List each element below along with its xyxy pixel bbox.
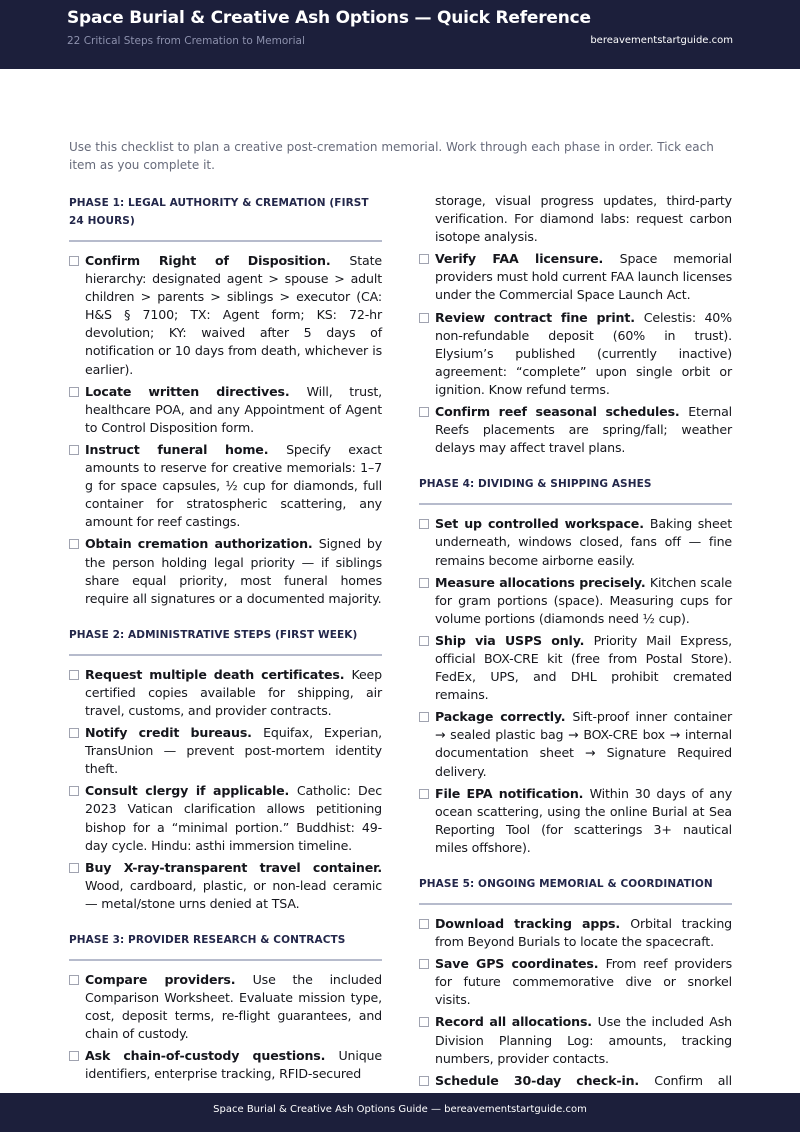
checklist-item[interactable] xyxy=(419,632,732,704)
checklist-item[interactable] xyxy=(419,1013,732,1067)
item-text: Catholic: Dec 2023 Vatican clarification allows petitioning bishop for a “minimal portion.” Buddhist: 49-day cycle. Hindu: asthi immersion timeline. xyxy=(85,783,382,853)
page-title: Space Burial & Creative Ash Options — Quick Reference xyxy=(67,8,591,28)
checkbox[interactable] xyxy=(69,539,79,549)
checklist-item[interactable] xyxy=(419,403,732,457)
item-text: Kitchen scale for gram portions (space). Measuring cups for volume portions (diamonds need ½ cup). xyxy=(435,574,732,626)
item-text: Specify exact amounts to reserve for creative memorials: 1–7 g for space capsules, ½ cup for diamonds, full container for stratospheric scattering, any amount for reef castings. xyxy=(85,441,383,530)
checkbox[interactable] xyxy=(419,712,429,722)
item-lead: Consult clergy if applicable. xyxy=(85,783,297,799)
item-text: Within 30 days of any ocean scattering, using the online Burial at Sea Reporting Tool (for scatterings 3+ nautical miles offshore). xyxy=(435,785,732,855)
checkbox[interactable] xyxy=(419,959,429,969)
checkbox[interactable] xyxy=(69,786,79,796)
checkbox[interactable] xyxy=(419,254,429,264)
item-text: Signed by the person holding legal priority — if siblings share equal priority, most funeral homes require all signatures or a documented majority. xyxy=(85,536,382,606)
checklist-item[interactable] xyxy=(69,666,382,720)
item-text: Orbital tracking from Beyond Burials to locate the spacecraft. xyxy=(435,916,732,950)
phase-title: PHASE 2: ADMINISTRATIVE STEPS (FIRST WEEK) xyxy=(69,628,358,641)
item-text: Sift-proof inner container → sealed plastic bag → BOX-CRE box → internal documentation sheet → Signature Required delivery. xyxy=(435,709,732,779)
checkbox[interactable] xyxy=(419,1076,429,1086)
checkbox[interactable] xyxy=(69,975,79,985)
checklist-item[interactable] xyxy=(69,383,382,437)
item-lead: Request multiple death certificates. xyxy=(85,666,352,682)
item-text: Keep certified copies available for shipping, air travel, customs, and provider contracts. xyxy=(85,666,382,718)
item-lead: Record all allocations. xyxy=(435,1014,598,1030)
item-lead: Package correctly. xyxy=(435,709,573,725)
item-lead: Compare providers. xyxy=(85,972,253,987)
checkbox[interactable] xyxy=(419,519,429,529)
checkbox[interactable] xyxy=(69,387,79,397)
phase-1 xyxy=(69,192,382,608)
item-text: Confirm all xyxy=(654,1072,732,1088)
checklist-item[interactable] xyxy=(419,309,732,399)
phase-3-continued xyxy=(419,192,732,457)
phase-title: PHASE 1: LEGAL AUTHORITY & CREMATION (FIRST 24 HOURS) xyxy=(69,197,369,227)
divider xyxy=(69,959,382,961)
checklist-item[interactable] xyxy=(69,971,382,1043)
phase-2 xyxy=(69,624,382,913)
checkbox[interactable] xyxy=(69,445,79,455)
checkbox[interactable] xyxy=(419,789,429,799)
checklist-item[interactable] xyxy=(419,250,732,304)
item-lead: Download tracking apps. xyxy=(435,916,631,931)
item-text: From reef providers for future commemorative dive or snorkel visits. xyxy=(435,956,732,1008)
checklist-item[interactable] xyxy=(419,515,732,569)
item-lead: Verify FAA licensure. xyxy=(435,251,620,267)
intro-text: Use this checklist to plan a creative post-cremation memorial. Work through each phase in order. Tick each item as you complete it. xyxy=(69,140,714,172)
item-text: Priority Mail Express, official BOX-CRE kit (free from Postal Store). FedEx, UPS, and DHL prohibit cremated remains. xyxy=(435,632,732,703)
item-text: Use the included Ash Division Planning Log: amounts, tracking numbers, provider contacts. xyxy=(435,1014,732,1066)
checklist-item[interactable] xyxy=(69,782,382,854)
checklist-item[interactable] xyxy=(419,955,732,1009)
item-text: Use the included Comparison Worksheet. Evaluate mission type, cost, deposit terms, re-flight guarantees, and chain of custody. xyxy=(85,972,382,1042)
checkbox[interactable] xyxy=(69,670,79,680)
phase-4 xyxy=(419,473,732,857)
divider xyxy=(419,503,732,505)
item-lead: Locate written directives. xyxy=(85,383,307,399)
item-lead: Confirm reef seasonal schedules. xyxy=(435,404,689,420)
checklist-item[interactable] xyxy=(419,785,732,857)
item-lead: Notify credit bureaus. xyxy=(85,725,264,741)
page-subtitle: 22 Critical Steps from Cremation to Memorial xyxy=(67,35,305,47)
checklist-item[interactable] xyxy=(69,1047,382,1083)
item-lead: Save GPS coordinates. xyxy=(435,956,606,972)
checklist-item[interactable] xyxy=(419,915,732,951)
divider xyxy=(69,240,382,242)
left-column xyxy=(69,192,382,1100)
item-text: Eternal Reefs placements are spring/fall; weather delays may affect travel plans. xyxy=(435,404,732,456)
checklist-item[interactable] xyxy=(69,724,382,778)
item-lead: Measure allocations precisely. xyxy=(435,574,650,590)
checkbox[interactable] xyxy=(419,407,429,417)
checklist-item[interactable] xyxy=(69,535,382,607)
item-text: Wood, cardboard, plastic, or non-lead ceramic — metal/stone urns denied at TSA. xyxy=(85,877,382,911)
item-text: Unique identifiers, enterprise tracking, RFID-secured xyxy=(85,1048,382,1082)
item-lead: Obtain cremation authorization. xyxy=(85,536,319,552)
item-text: Space memorial providers must hold current FAA launch licenses under the Commercial Space Launch Act. xyxy=(435,251,732,303)
checkbox[interactable] xyxy=(69,256,79,266)
item-lead: Schedule 30-day check-in. xyxy=(435,1072,655,1088)
phase-3 xyxy=(69,929,382,1084)
checklist-item[interactable] xyxy=(69,441,382,531)
checkbox[interactable] xyxy=(69,1051,79,1061)
item-lead: File EPA notification. xyxy=(435,785,590,801)
item-lead: Buy X-ray-transparent travel container. xyxy=(85,859,382,875)
item-lead: Review contract fine print. xyxy=(435,309,644,325)
item-lead: Set up controlled workspace. xyxy=(435,516,650,532)
page-header xyxy=(0,0,800,69)
checklist-item[interactable] xyxy=(69,859,382,913)
checkbox[interactable] xyxy=(419,313,429,323)
checkbox[interactable] xyxy=(419,636,429,646)
page-footer: Space Burial & Creative Ash Options Guide — bereavementstartguide.com xyxy=(0,1093,800,1132)
checklist-item[interactable] xyxy=(419,574,732,628)
divider xyxy=(419,903,732,905)
header-site-link[interactable]: bereavementstartguide.com xyxy=(590,35,733,46)
phase-title: PHASE 4: DIVIDING & SHIPPING ASHES xyxy=(419,478,652,491)
item-lead: Confirm Right of Disposition. xyxy=(85,253,350,268)
phase-title: PHASE 3: PROVIDER RESEARCH & CONTRACTS xyxy=(69,934,346,946)
checklist-item[interactable] xyxy=(69,252,382,379)
checkbox[interactable] xyxy=(69,863,79,873)
checkbox[interactable] xyxy=(419,1017,429,1027)
checkbox[interactable] xyxy=(419,919,429,929)
item-text: Equifax, Experian, TransUnion — prevent post-mortem identity theft. xyxy=(85,725,383,777)
item-lead: Ask chain-of-custody questions. xyxy=(85,1048,339,1064)
item-lead: Ship via USPS only. xyxy=(435,632,594,648)
item-text: Celestis: 40% non-refundable deposit (60% in trust). Elysium’s published (currently inactive) agreement: “complete” upon single orbit or ignition. Know refund terms. xyxy=(435,309,732,397)
checkbox[interactable] xyxy=(419,578,429,588)
right-column xyxy=(419,192,732,1124)
phase-title: PHASE 5: ONGOING MEMORIAL & COORDINATION xyxy=(419,878,713,890)
checkbox[interactable] xyxy=(69,728,79,738)
item-text-continued: storage, visual progress updates, third-party verification. For diamond labs: request carbon isotope analysis. xyxy=(435,193,732,245)
item-lead: Instruct funeral home. xyxy=(85,441,287,457)
checklist-item[interactable] xyxy=(419,708,732,780)
item-text: State hierarchy: designated agent > spouse > adult children > parents > siblings > executor (CA: H&S § 7100; TX: Agent form; KS: 72-hr devolution; KY: waived after 5 days of notification or 10 days from death, whichever is earlier). xyxy=(85,253,382,377)
item-text: Will, trust, healthcare POA, and any Appointment of Agent to Control Disposition form. xyxy=(85,383,382,435)
item-text: Baking sheet underneath, windows closed, fans off — fine remains become airborne easily. xyxy=(435,516,732,568)
phase-5 xyxy=(419,873,732,1108)
divider xyxy=(69,654,382,656)
